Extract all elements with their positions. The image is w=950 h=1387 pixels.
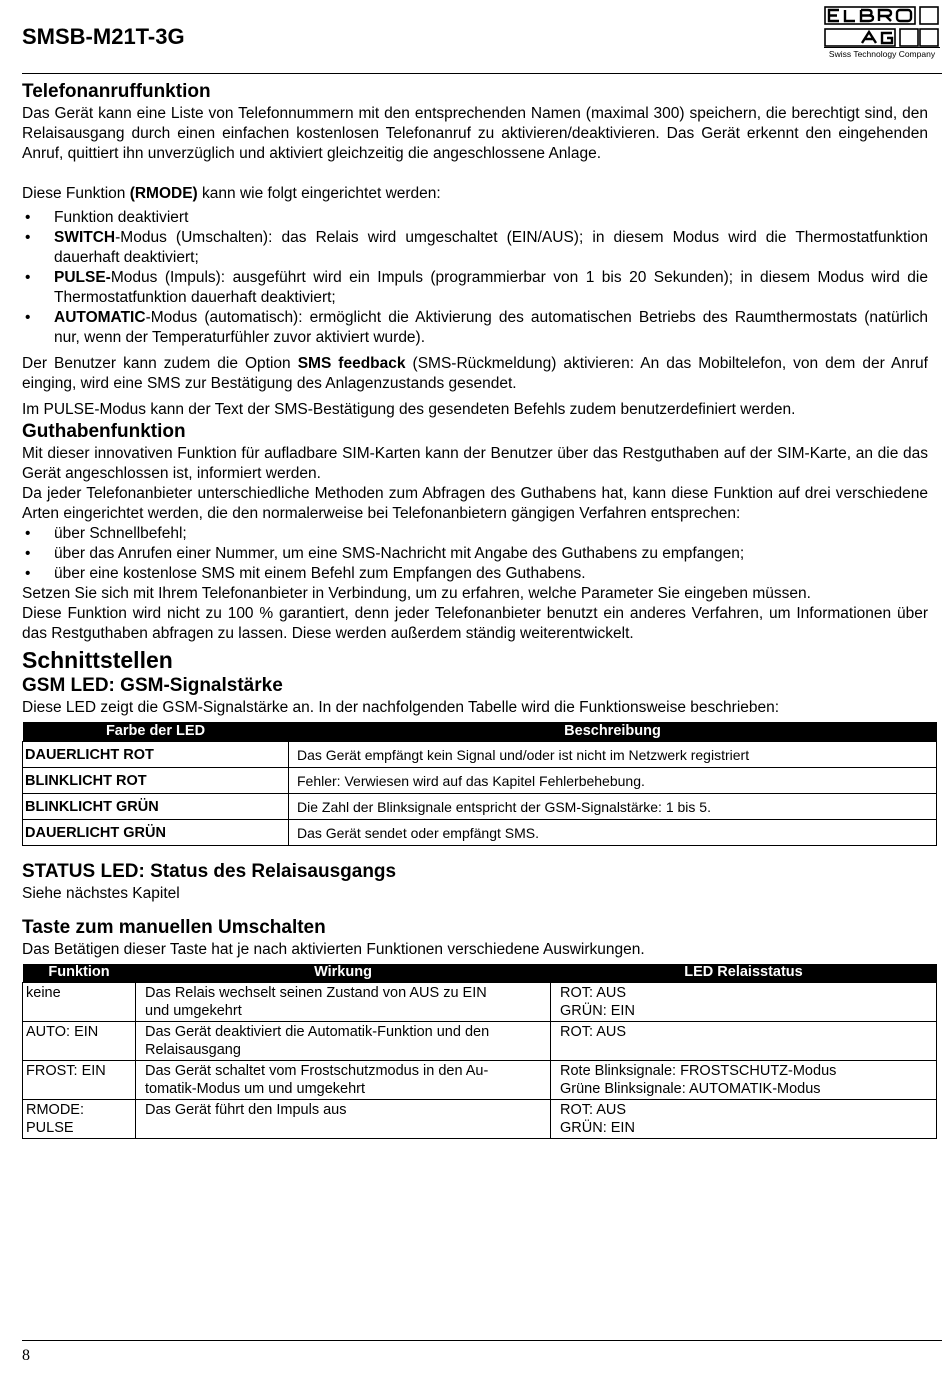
bullet-icon: • — [25, 309, 31, 326]
section-heading-guthaben: Guthabenfunktion — [22, 421, 186, 442]
text-run-bold: (RMODE) — [129, 185, 198, 202]
text-run-bold: SWITCH — [54, 229, 116, 246]
rmode-list — [22, 208, 928, 348]
table-cell: DAUERLICHT GRÜN — [23, 819, 289, 845]
column-header: LED Relaisstatus — [551, 964, 937, 983]
table-cell: Das Gerät empfängt kein Signal und/oder ist nicht im Netzwerk registriert — [289, 741, 937, 767]
page-number: 8 — [22, 1347, 30, 1364]
table-row — [23, 741, 937, 767]
table-cell — [23, 1061, 136, 1100]
column-header: Funktion — [23, 964, 136, 983]
bullet-icon: • — [25, 565, 31, 582]
paragraph — [22, 354, 928, 394]
cell-line: Relaisausgang — [145, 1042, 241, 1058]
cell-line: Das Relais wechselt seinen Zustand von AUS zu EIN — [145, 985, 487, 1001]
list-item — [22, 564, 928, 584]
cell-line: ROT: AUS — [560, 1102, 627, 1118]
subsection-heading-gsm-led: GSM LED: GSM-Signalstärke — [22, 675, 283, 696]
table-header-row — [23, 722, 937, 741]
bullet-icon: • — [25, 229, 31, 246]
cell-line: Das Gerät schaltet vom Frostschutzmodus in den Au- — [145, 1063, 489, 1079]
subsection-heading-status-led: STATUS LED: Status des Relaisausgangs — [22, 860, 397, 882]
text-run: kann wie folgt eingerichtet werden: — [197, 185, 441, 202]
table-cell — [136, 1022, 551, 1061]
list-item — [22, 208, 928, 228]
company-logo — [824, 5, 940, 61]
cell-line: keine — [26, 985, 61, 1001]
paragraph: Im PULSE-Modus kann der Text der SMS-Bestätigung des gesendeten Befehls zudem benutzerdefiniert werden. — [22, 401, 796, 418]
text-run: Diese Funktion — [22, 185, 130, 202]
bullet-icon: • — [25, 525, 31, 542]
list-item — [22, 228, 928, 268]
paragraph: Diese Funktion wird nicht zu 100 % garantiert, denn jeder Telefonanbieter benutzt ein anderes Verfahren, um Informationen über das Restguthaben abfragen zu lassen. Diese werden außerdem ständig weiterentwickelt. — [22, 605, 928, 642]
table-cell: DAUERLICHT ROT — [23, 741, 289, 767]
text-run: Der Benutzer kann zudem die Option — [22, 355, 298, 372]
table-row — [23, 767, 937, 793]
paragraph: Siehe nächstes Kapitel — [22, 884, 180, 902]
cell-line: Das Gerät deaktiviert die Automatik-Funktion und den — [145, 1024, 490, 1040]
cell-line: Grüne Blinksignale: AUTOMATIK-Modus — [560, 1081, 821, 1097]
text-run: Modus (Impuls): ausgeführt wird ein Impuls (programmierbar von 1 bis 20 Sekunden); in diesem Modus wird die Thermostatfunktion dauerhaft deaktiviert; — [54, 269, 928, 306]
list-item — [22, 544, 928, 564]
paragraph-intro — [22, 184, 928, 204]
page-header — [22, 0, 942, 74]
table-cell: Die Zahl der Blinksignale entspricht der GSM-Signalstärke: 1 bis 5. — [289, 793, 937, 819]
table-cell: BLINKLICHT GRÜN — [23, 793, 289, 819]
logo-tagline: Swiss Technology Company — [824, 47, 940, 59]
text-run: über Schnellbefehl; — [54, 525, 187, 542]
table-header-row — [23, 964, 937, 983]
subsection-heading-taste: Taste zum manuellen Umschalten — [22, 916, 326, 938]
cell-line: Rote Blinksignale: FROSTSCHUTZ-Modus — [560, 1063, 837, 1079]
table-cell: Das Gerät sendet oder empfängt SMS. — [289, 819, 937, 845]
table-row — [23, 983, 937, 1022]
cell-line: ROT: AUS — [560, 985, 627, 1001]
bullet-icon: • — [25, 269, 31, 286]
cell-line: GRÜN: EIN — [560, 1003, 635, 1019]
column-header: Farbe der LED — [23, 722, 289, 741]
text-run: (SMS-Rückmeldung) aktivieren: An das Mobiltelefon, von dem der Anruf einging, wird eine SMS zur Bestätigung des Anlagenzustands gesendet. — [22, 355, 928, 392]
paragraph: Da jeder Telefonanbieter unterschiedliche Methoden zum Abfragen des Guthabens hat, kann diese Funktion auf drei verschiedene Arten eingerichtet werden, die den normalerweise bei Telefonanbietern gängigen Verfahren entsprechen: — [22, 485, 928, 522]
paragraph: Mit dieser innovativen Funktion für aufladbare SIM-Karten kann der Benutzer über das Restguthaben auf der SIM-Karte, an die das Gerät angeschlossen ist, informiert werden. — [22, 445, 928, 482]
button-function-table — [22, 964, 937, 1140]
table-cell — [551, 1100, 937, 1139]
cell-line: Das Gerät führt den Impuls aus — [145, 1102, 347, 1118]
gsm-led-table — [22, 722, 937, 846]
cell-line: AUTO: EIN — [26, 1024, 99, 1040]
table-row — [23, 819, 937, 845]
list-item — [22, 524, 928, 544]
paragraph: Das Gerät kann eine Liste von Telefonnummern mit den entsprechenden Namen (maximal 300) speichern, die berechtigt sind, den Relaisausgang durch einen einfachen kostenlosen Telefonanruf zu aktivieren/deaktivieren. Das Gerät erkennt den eingehenden Anruf, quittiert ihn unverzüglich und aktiviert gleichzeitig die angeschlossene Anlage. — [22, 105, 928, 162]
column-header: Wirkung — [136, 964, 551, 983]
table-cell — [23, 983, 136, 1022]
text-run: -Modus (Umschalten): das Relais wird umgeschaltet (EIN/AUS); in diesem Modus wird die Thermostatfunktion dauerhaft deaktiviert; — [54, 229, 928, 266]
document-title: SMSB-M21T-3G — [22, 24, 185, 49]
text-run: über eine kostenlose SMS mit einem Befehl zum Empfangen des Guthabens. — [54, 565, 586, 582]
table-cell — [23, 1022, 136, 1061]
text-run: Funktion deaktiviert — [54, 209, 189, 226]
list-item — [22, 308, 928, 348]
text-run: über das Anrufen einer Nummer, um eine SMS-Nachricht mit Angabe des Guthabens zu empfangen; — [54, 545, 745, 562]
paragraph: Diese LED zeigt die GSM-Signalstärke an. In der nachfolgenden Tabelle wird die Funktionsweise beschrieben: — [22, 699, 780, 716]
list-item — [22, 268, 928, 308]
table-cell — [551, 1061, 937, 1100]
bullet-icon: • — [25, 545, 31, 562]
cell-line: FROST: EIN — [26, 1063, 106, 1079]
cell-line: ROT: AUS — [560, 1024, 627, 1040]
table-cell — [551, 983, 937, 1022]
table-cell: Fehler: Verwiesen wird auf das Kapitel Fehlerbehebung. — [289, 767, 937, 793]
cell-line: tomatik-Modus um und umgekehrt — [145, 1081, 366, 1097]
table-row — [23, 1061, 937, 1100]
column-header: Beschreibung — [289, 722, 937, 741]
page-content — [22, 80, 928, 1139]
paragraph: Das Betätigen dieser Taste hat je nach aktivierten Funktionen verschiedene Auswirkungen. — [22, 940, 645, 958]
text-run-bold: SMS feedback — [297, 355, 406, 372]
section-heading-telefonanruf: Telefonanruffunktion — [22, 81, 211, 102]
cell-line: und umgekehrt — [145, 1003, 242, 1019]
section-heading-schnittstellen: Schnittstellen — [22, 647, 173, 673]
guthaben-list — [22, 524, 928, 584]
table-row — [23, 1022, 937, 1061]
table-cell — [551, 1022, 937, 1061]
paragraph: Setzen Sie sich mit Ihrem Telefonanbieter in Verbindung, um zu erfahren, welche Parameter Sie eingeben müssen. — [22, 585, 811, 602]
text-run-bold: AUTOMATIC — [54, 309, 146, 326]
table-row — [23, 1100, 937, 1139]
cell-line: RMODE: — [26, 1102, 84, 1118]
footer-divider — [22, 1340, 942, 1341]
text-run-bold: PULSE- — [54, 269, 111, 286]
table-cell — [23, 1100, 136, 1139]
table-cell — [136, 1061, 551, 1100]
table-cell: BLINKLICHT ROT — [23, 767, 289, 793]
table-cell — [136, 1100, 551, 1139]
text-run: -Modus (automatisch): ermöglicht die Aktivierung des automatischen Betriebs des Raumthermostats (natürlich nur, wenn der Temperaturfühler zuvor aktiviert wurde). — [54, 309, 928, 346]
cell-line: GRÜN: EIN — [560, 1120, 635, 1136]
bullet-icon: • — [25, 209, 31, 226]
table-cell — [136, 983, 551, 1022]
table-row — [23, 793, 937, 819]
cell-line: PULSE — [26, 1120, 74, 1136]
